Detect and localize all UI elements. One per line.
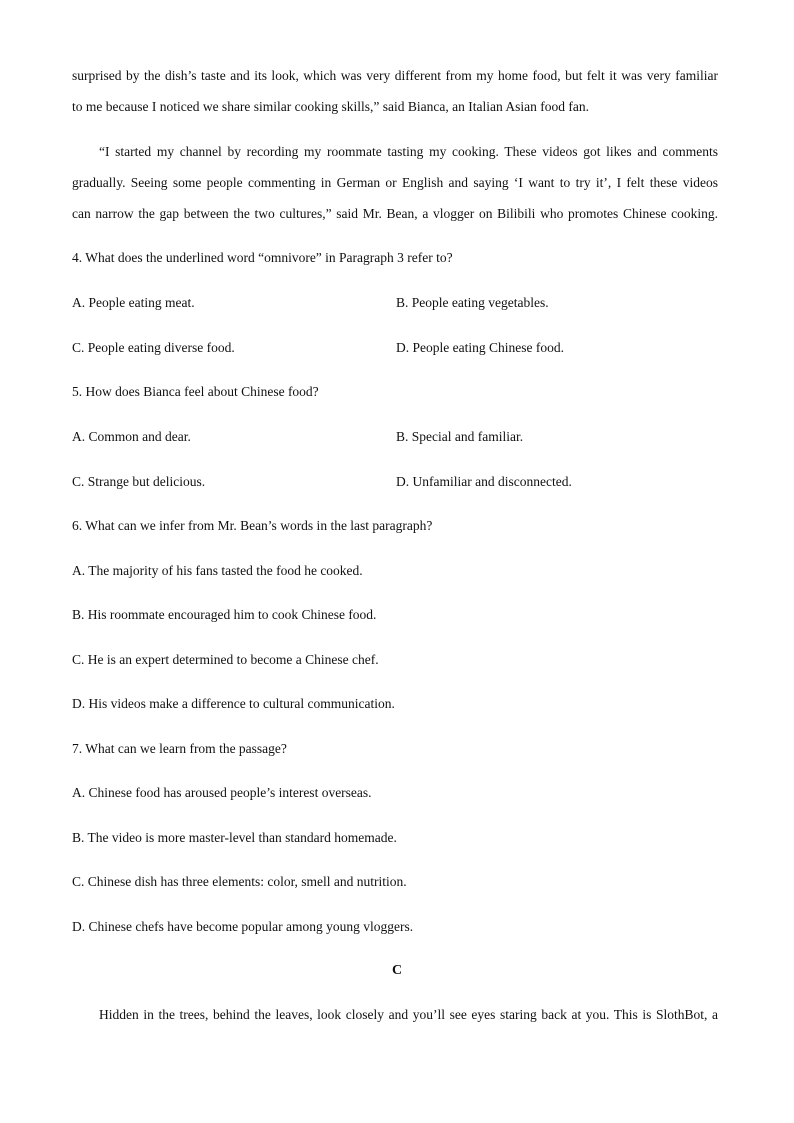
question-stem: 6. What can we infer from Mr. Bean’s words in the last paragraph? [72,518,433,533]
question-stem: 5. How does Bianca feel about Chinese food? [72,384,319,399]
text-line: “I started my channel by recording my roommate tasting my cooking. These videos got likes and comments [99,144,718,159]
text-line: Hidden in the trees, behind the leaves, look closely and you’ll see eyes staring back at you. This is SlothBot, a [99,1007,718,1022]
option-c: C. People eating diverse food. [72,340,235,355]
option-a: A. People eating meat. [72,295,195,310]
option-a: A. The majority of his fans tasted the food he cooked. [72,563,363,578]
question-stem: 4. What does the underlined word “omnivore” in Paragraph 3 refer to? [72,250,453,265]
option-d: D. People eating Chinese food. [396,340,564,355]
option-b: B. People eating vegetables. [396,295,549,310]
text-line: gradually. Seeing some people commenting in German or English and saying ‘I want to try it’, I felt these videos [72,175,718,190]
option-d: D. His videos make a difference to cultural communication. [72,696,395,711]
option-d: D. Unfamiliar and disconnected. [396,474,572,489]
text-line: surprised by the dish’s taste and its look, which was very different from my home food, but felt it was very familiar [72,68,718,83]
section-heading: C [391,963,403,978]
option-a: A. Chinese food has aroused people’s interest overseas. [72,785,372,800]
text-line: to me because I noticed we share similar cooking skills,” said Bianca, an Italian Asian food fan. [72,99,589,114]
option-c: C. Chinese dish has three elements: color, smell and nutrition. [72,874,407,889]
text-line: can narrow the gap between the two cultures,” said Mr. Bean, a vlogger on Bilibili who promotes Chinese cooking. [72,206,718,221]
option-d: D. Chinese chefs have become popular among young vloggers. [72,919,414,934]
option-b: B. His roommate encouraged him to cook Chinese food. [72,607,377,622]
option-b: B. Special and familiar. [396,429,524,444]
option-c: C. Strange but delicious. [72,474,206,489]
question-stem: 7. What can we learn from the passage? [72,741,287,756]
option-b: B. The video is more master-level than standard homemade. [72,830,397,845]
option-a: A. Common and dear. [72,429,191,444]
option-c: C. He is an expert determined to become a Chinese chef. [72,652,379,667]
